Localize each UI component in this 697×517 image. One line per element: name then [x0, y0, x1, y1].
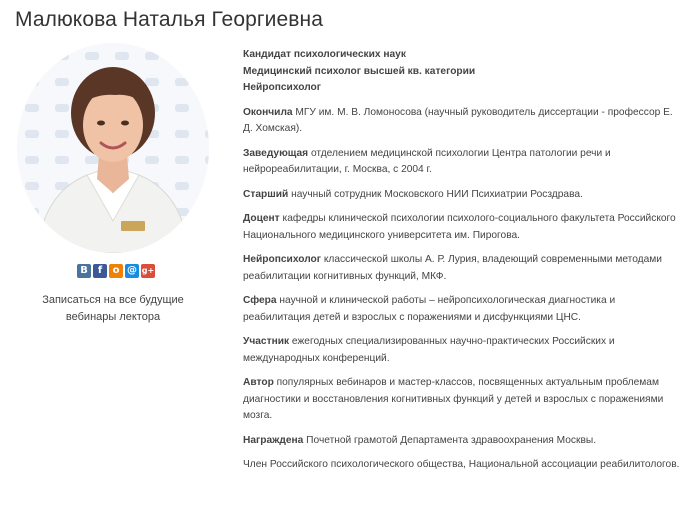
bio-lead: Заведующая — [243, 147, 309, 159]
bio-paragraph — [243, 457, 683, 474]
degree-line: Нейропсихолог — [243, 82, 321, 93]
bio-text: научный сотрудник Московского НИИ Психиатрии Росздрава. — [288, 188, 583, 200]
bio-paragraph — [243, 211, 683, 244]
facebook-share-icon[interactable]: f — [93, 264, 107, 278]
degree-line: Кандидат психологических наук — [243, 49, 406, 60]
bio-text: классической школы А. Р. Лурия, владеющий современными методами реабилитации когнитивных функций, МКФ. — [243, 254, 662, 282]
bio-lead: Сфера — [243, 295, 277, 306]
bio-text: кафедры клинической психологии психолого-социального факультета Российского Национального медицинского университета им. Пирогова. — [243, 213, 676, 241]
social-share-bar — [77, 264, 155, 278]
bio-paragraph — [243, 105, 683, 138]
bio-lead: Окончила — [243, 106, 293, 118]
bio-lead: Старший — [243, 188, 289, 200]
googleplus-share-icon[interactable]: g+ — [141, 264, 155, 278]
mailru-share-icon[interactable]: @ — [127, 265, 137, 276]
bio-text: МГУ им. М. В. Ломоносова (научный руководитель диссертации - профессор Е. Д. Хомская). — [243, 106, 673, 134]
bio-lead: Автор — [243, 377, 274, 388]
bio-text: Почетной грамотой Департамента здравоохранения Москвы. — [303, 434, 597, 446]
vk-share-icon[interactable]: В — [77, 264, 91, 278]
lecturer-photo — [17, 43, 209, 253]
bio-text: научной и клинической работы – нейропсихологическая диагностика и реабилитация детей и взрослых с поражениями и дисфункциями ЦНС. — [243, 295, 616, 323]
bio-text: популярных вебинаров и мастер-классов, посвященных актуальным проблемам диагностики и восстановления когнитивных функций у детей и взрослых с поражениями мозга. — [243, 377, 664, 421]
bio-paragraph — [243, 375, 683, 425]
bio-lead: Нейропсихолог — [243, 254, 321, 265]
subscribe-webinars-link[interactable]: Записаться на все будущие вебинары лектора — [42, 294, 184, 323]
bio-lead: Награждена — [243, 434, 304, 446]
degree-line: Медицинский психолог высшей кв. категории — [243, 65, 476, 77]
bio-paragraph — [243, 293, 683, 326]
bio-paragraph — [243, 187, 683, 204]
portrait-image — [17, 43, 209, 253]
bio-text: отделением медицинской психологии Центра патологии речи и нейрореабилитации, г. Москва, с 2004 г. — [243, 147, 611, 175]
page-title: Малюкова Наталья Георгиевна — [15, 8, 323, 31]
bio-lead: Участник — [243, 336, 290, 347]
bio-paragraph — [243, 146, 683, 179]
lecturer-bio — [243, 47, 683, 482]
bio-paragraph — [243, 252, 683, 285]
degrees-block — [243, 47, 683, 97]
bio-text: ежегодных специализированных научно-практических Российских и международных конференций. — [243, 336, 615, 364]
bio-paragraph — [243, 433, 683, 450]
lecturer-sidebar — [0, 0, 230, 517]
bio-lead: Доцент — [243, 213, 280, 224]
bio-paragraph — [243, 334, 683, 367]
odnoklassniki-share-icon[interactable]: о — [109, 264, 123, 278]
bio-text: Член Российского психологического общества, Национальной ассоциации реабилитологов. — [243, 459, 680, 470]
